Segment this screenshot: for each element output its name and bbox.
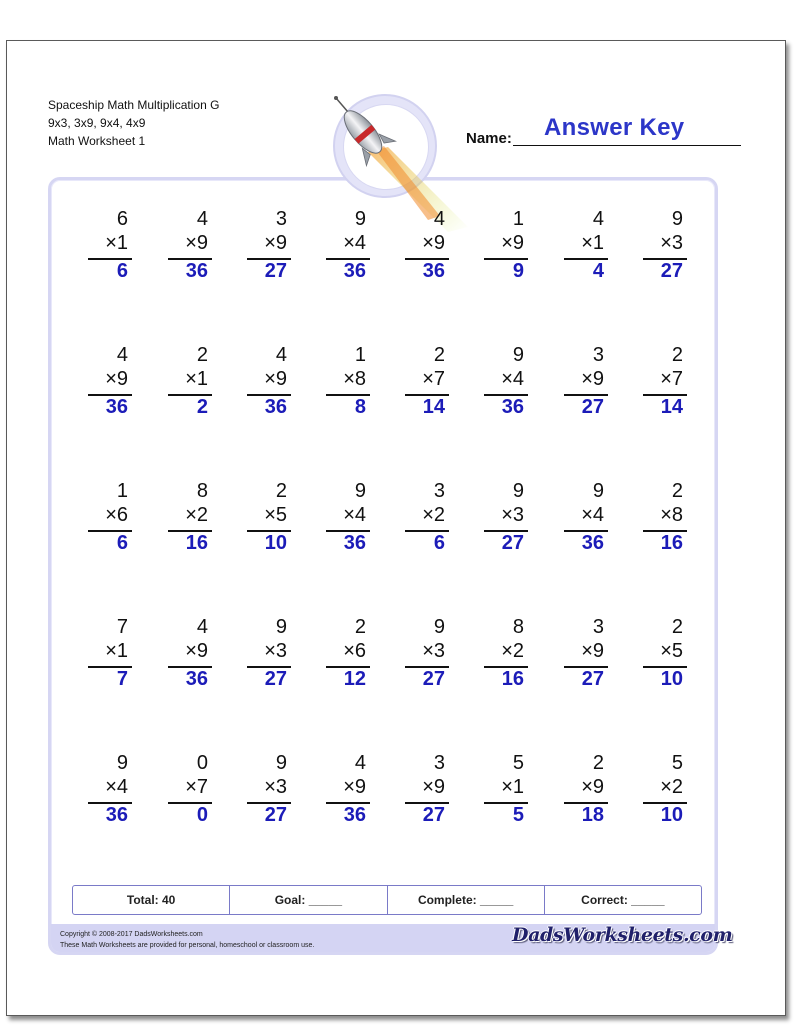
problem [308,480,370,560]
multiplier: ×9 [343,776,366,798]
answer: 27 [264,804,287,826]
multiplicand: 4 [116,344,128,366]
answer: 36 [105,396,128,418]
problem [229,480,291,560]
answer: 27 [581,396,604,418]
multiplicand: 2 [196,344,208,366]
multiplicand: 2 [275,480,287,502]
answer: 18 [581,804,604,826]
answer: 36 [185,260,208,282]
multiplier: ×6 [343,640,366,662]
multiplicand: 3 [433,752,445,774]
multiplicand: 2 [671,344,683,366]
multiplicand: 9 [592,480,604,502]
answer: 27 [422,804,445,826]
problem [229,616,291,696]
score-complete: Complete: _____ [387,886,544,914]
worksheet-facts: 9x3, 3x9, 9x4, 4x9 [48,116,146,130]
multiplicand: 2 [592,752,604,774]
multiplier: ×8 [660,504,683,526]
answer: 10 [264,532,287,554]
multiplicand: 1 [354,344,366,366]
answer: 9 [512,260,524,282]
multiplicand: 2 [671,480,683,502]
answer: 12 [343,668,366,690]
problem [150,752,212,832]
multiplicand: 9 [671,208,683,230]
multiplicand: 9 [354,480,366,502]
answer: 27 [581,668,604,690]
answer: 8 [354,396,366,418]
multiplicand: 4 [196,208,208,230]
multiplicand: 3 [592,616,604,638]
worksheet-header [48,96,219,150]
multiplier: ×3 [264,776,287,798]
problem [150,616,212,696]
multiplier: ×1 [501,776,524,798]
answer: 36 [343,260,366,282]
multiplier: ×9 [501,232,524,254]
problem [546,480,608,560]
problem [546,208,608,288]
problem [466,208,528,288]
multiplicand: 5 [671,752,683,774]
score-box [72,885,702,915]
answer: 16 [660,532,683,554]
answer: 27 [264,260,287,282]
name-underline [513,145,741,146]
problem [229,752,291,832]
multiplier: ×2 [185,504,208,526]
problem [387,480,449,560]
name-value: Answer Key [544,114,685,141]
answer: 36 [501,396,524,418]
multiplier: ×4 [343,504,366,526]
multiplicand: 5 [512,752,524,774]
problem [466,344,528,424]
multiplicand: 4 [592,208,604,230]
answer: 5 [512,804,524,826]
answer: 0 [196,804,208,826]
problem [387,616,449,696]
multiplier: ×7 [660,368,683,390]
answer: 36 [422,260,445,282]
copyright-text: Copyright © 2008-2017 DadsWorksheets.com [60,931,203,938]
problem [70,752,132,832]
problem [466,752,528,832]
answer: 14 [422,396,445,418]
problem-grid [70,208,700,848]
multiplier: ×4 [581,504,604,526]
multiplicand: 0 [196,752,208,774]
multiplicand: 9 [512,480,524,502]
answer: 2 [196,396,208,418]
multiplier: ×2 [422,504,445,526]
problem [308,344,370,424]
answer: 16 [185,532,208,554]
multiplicand: 8 [196,480,208,502]
problem [546,616,608,696]
answer: 27 [264,668,287,690]
brand-logo: DadsWorksheets.com [512,924,733,946]
problem [546,344,608,424]
multiplicand: 6 [116,208,128,230]
score-correct: Correct: _____ [544,886,701,914]
multiplier: ×1 [581,232,604,254]
multiplier: ×9 [264,232,287,254]
multiplicand: 1 [512,208,524,230]
answer: 6 [116,532,128,554]
answer: 36 [581,532,604,554]
multiplicand: 9 [275,752,287,774]
answer: 36 [343,804,366,826]
worksheet-title: Spaceship Math Multiplication G [48,98,220,112]
problem [150,344,212,424]
score-goal: Goal: _____ [229,886,386,914]
multiplier: ×1 [105,640,128,662]
multiplier: ×6 [105,504,128,526]
multiplier: ×9 [422,232,445,254]
answer: 27 [422,668,445,690]
problem [625,208,687,288]
multiplicand: 4 [275,344,287,366]
multiplier: ×9 [264,368,287,390]
answer: 14 [660,396,683,418]
problem [387,208,449,288]
answer: 36 [105,804,128,826]
answer: 7 [116,668,128,690]
problem [70,616,132,696]
answer: 6 [433,532,445,554]
answer: 16 [501,668,524,690]
multiplier: ×2 [501,640,524,662]
multiplicand: 2 [354,616,366,638]
problem [70,480,132,560]
multiplier: ×1 [185,368,208,390]
usage-notice: These Math Worksheets are provided for personal, homeschool or classroom use. [60,942,315,949]
answer: 4 [592,260,604,282]
multiplier: ×9 [581,776,604,798]
multiplier: ×9 [185,232,208,254]
problem [466,480,528,560]
multiplier: ×9 [185,640,208,662]
problem [308,616,370,696]
multiplicand: 7 [116,616,128,638]
multiplier: ×5 [660,640,683,662]
multiplier: ×1 [105,232,128,254]
multiplicand: 1 [116,480,128,502]
problem [150,208,212,288]
problem [229,208,291,288]
multiplicand: 3 [433,480,445,502]
multiplicand: 9 [354,208,366,230]
multiplier: ×9 [422,776,445,798]
problem [625,344,687,424]
problem [308,752,370,832]
problem [625,480,687,560]
answer: 27 [660,260,683,282]
multiplicand: 2 [671,616,683,638]
problem [150,480,212,560]
answer: 10 [660,804,683,826]
problem [229,344,291,424]
problem [70,208,132,288]
multiplier: ×8 [343,368,366,390]
multiplier: ×7 [185,776,208,798]
problem [625,752,687,832]
problem [466,616,528,696]
problem [70,344,132,424]
answer: 27 [501,532,524,554]
multiplier: ×9 [105,368,128,390]
multiplier: ×7 [422,368,445,390]
multiplicand: 9 [116,752,128,774]
multiplier: ×5 [264,504,287,526]
answer: 36 [264,396,287,418]
multiplicand: 4 [433,208,445,230]
answer: 10 [660,668,683,690]
name-field [466,112,741,148]
answer: 36 [343,532,366,554]
multiplier: ×4 [105,776,128,798]
multiplier: ×2 [660,776,683,798]
multiplier: ×3 [422,640,445,662]
multiplicand: 2 [433,344,445,366]
copyright-block [60,929,314,951]
answer: 36 [185,668,208,690]
multiplicand: 3 [275,208,287,230]
multiplier: ×9 [581,640,604,662]
multiplier: ×4 [343,232,366,254]
score-total: Total: 40 [126,893,176,907]
multiplier: ×3 [501,504,524,526]
multiplicand: 4 [196,616,208,638]
multiplicand: 9 [275,616,287,638]
problem [546,752,608,832]
multiplicand: 9 [433,616,445,638]
name-label: Name: [466,130,512,147]
multiplicand: 8 [512,616,524,638]
multiplicand: 4 [354,752,366,774]
multiplier: ×3 [264,640,287,662]
problem [625,616,687,696]
answer: 6 [116,260,128,282]
problem [308,208,370,288]
multiplier: ×9 [581,368,604,390]
multiplicand: 9 [512,344,524,366]
problem [387,344,449,424]
problem [387,752,449,832]
multiplicand: 3 [592,344,604,366]
worksheet-number: Math Worksheet 1 [48,134,146,148]
multiplier: ×3 [660,232,683,254]
multiplier: ×4 [501,368,524,390]
